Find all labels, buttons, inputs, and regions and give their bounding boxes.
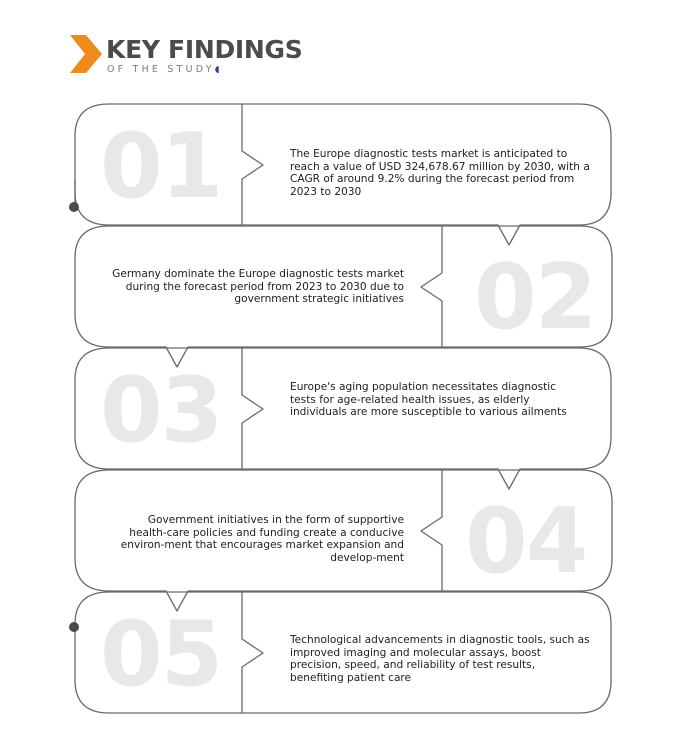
moon-mark-icon: ◖	[214, 65, 220, 75]
finding-text: Germany dominate the Europe diagnostic tests market during the forecast period from 2023 to 2030 due to government strategic initiatives	[112, 268, 404, 305]
page-subtitle: OF THE STUDY◖	[107, 64, 220, 75]
finding-text: Europe's aging population necessitates diagnostic tests for age-related health issues, as elderly individuals are more susceptible to various ailments	[290, 381, 567, 418]
finding-number: 05	[100, 602, 222, 707]
finding-text: The Europe diagnostic tests market is anticipated to reach a value of USD 324,678.67 million by 2030, with a CAGR of around 9.2% during the forecast period from 2023 to 2030	[290, 148, 590, 198]
finding-number: 02	[474, 245, 596, 350]
connector-dot	[69, 622, 79, 632]
connector-dots	[69, 180, 79, 632]
finding-text: Government initiatives in the form of supportive health-care policies and funding create a conducive environ-ment that encourages market expansion and develop-ment	[120, 514, 404, 564]
page-title: KEY FINDINGS	[106, 35, 303, 64]
finding-number: 03	[100, 358, 222, 463]
finding-number: 04	[465, 489, 587, 594]
connector-dot	[69, 202, 79, 212]
finding-number: 01	[100, 114, 222, 219]
finding-text: Technological advancements in diagnostic tools, such as improved imaging and molecular assays, boost precision, speed, and reliability of test results, benefiting patient care	[290, 634, 590, 684]
